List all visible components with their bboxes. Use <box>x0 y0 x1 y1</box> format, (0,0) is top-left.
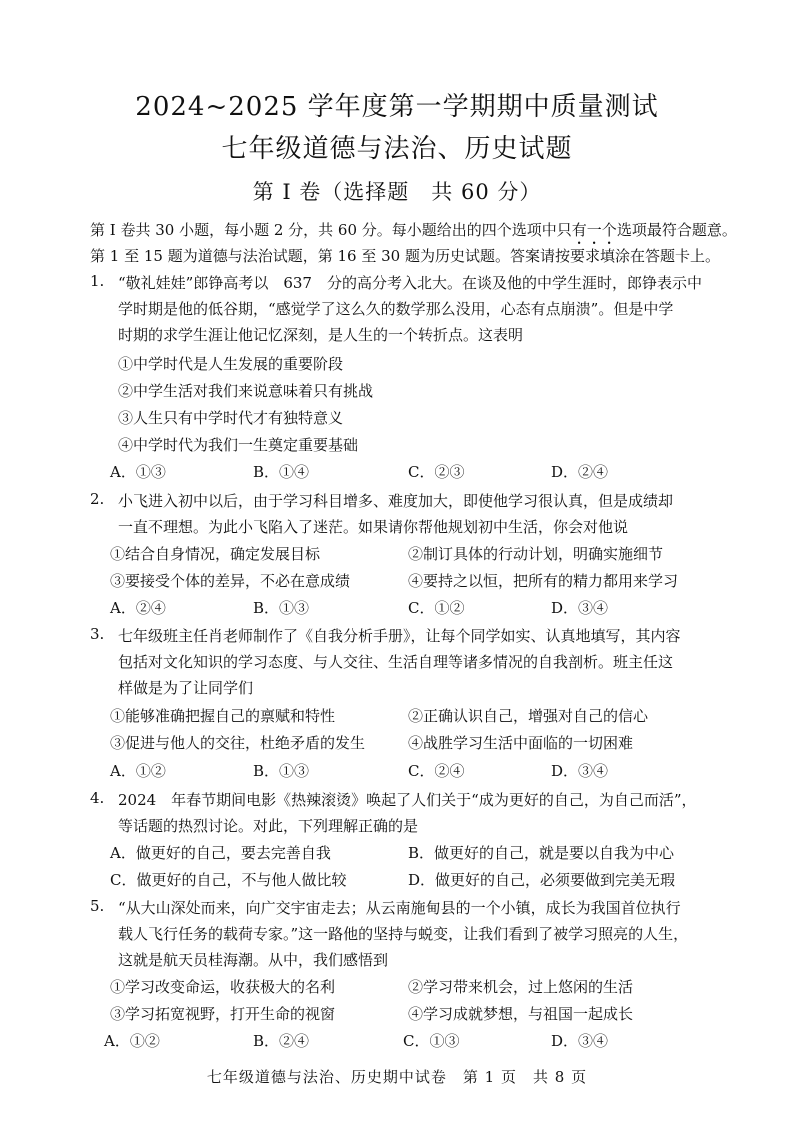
question-text: 样做是为了让同学们 <box>118 679 254 697</box>
option-c: C．①② <box>408 599 465 617</box>
question-text: 载人飞行任务的载荷专家。”这一路他的坚持与蜕变，让我们看到了被学习照亮的人生， <box>118 925 689 943</box>
statement: ③要接受个体的差异，不必在意成绩 <box>110 572 351 590</box>
question-text: 学时期是他的低谷期，“感觉学了这么久的数学那么没用，心态有点崩溃”。但是中学 <box>118 300 674 318</box>
emphasized-text: 有一个 <box>571 221 617 239</box>
statement: ④中学时代为我们一生奠定重要基础 <box>118 436 359 454</box>
statement: ②中学生活对我们来说意味着只有挑战 <box>118 382 374 400</box>
statement: ①中学时代是人生发展的重要阶段 <box>118 355 344 373</box>
statement: ①学习改变命运，收获极大的名利 <box>110 978 336 996</box>
statement: ①能够准确把握自己的禀赋和特性 <box>110 707 336 725</box>
option-a: A．①③ <box>110 463 166 481</box>
option-c: C．做更好的自己，不与他人做比较 <box>110 871 347 889</box>
option-d: D．③④ <box>551 599 609 617</box>
option-b: B．①③ <box>253 599 310 617</box>
question-text: 2024 年春节期间电影《热辣滚烫》唤起了人们关于“成为更好的自己，为自己而活”， <box>118 791 697 809</box>
option-a: A．①② <box>110 762 166 780</box>
option-a: A．做更好的自己，要去完善自我 <box>110 844 331 862</box>
option-b: B．①④ <box>253 463 310 481</box>
statement: ③学习拓宽视野，打开生命的视窗 <box>110 1005 336 1023</box>
section-title: 第 I 卷（选择题 共 60 分） <box>252 180 542 204</box>
question-text: 包括对文化知识的学习态度、与人交往、生活自理等诸多情况的自我剖析。班主任这 <box>118 653 674 671</box>
statement: ②制订具体的行动计划，明确实施细节 <box>408 545 664 563</box>
question-text: 时期的求学生涯让他记忆深刻，是人生的一个转折点。这表明 <box>118 326 524 344</box>
question-text: 七年级班主任肖老师制作了《自我分析手册》，让每个同学如实、认真地填写，其内容 <box>118 627 681 645</box>
question-text: 这就是航天员桂海潮。从中，我们感悟到 <box>118 951 389 969</box>
statement: ④要持之以恒，把所有的精力都用来学习 <box>408 572 679 590</box>
option-d: D．②④ <box>551 463 609 481</box>
question-number: 1. <box>90 272 105 290</box>
question-text: “敬礼娃娃”郎铮高考以 637 分的高分考入北大。在谈及他的中学生涯时，郎铮表示中 <box>118 274 702 292</box>
question-text: 小飞进入初中以后，由于学习科目增多、难度加大，即使他学习很认真，但是成绩却 <box>118 492 674 510</box>
question-text: 等话题的热烈讨论。对此，下列理解正确的是 <box>118 817 419 835</box>
question-number: 4. <box>90 789 105 807</box>
option-a: A．①② <box>104 1032 160 1050</box>
statement: ②学习带来机会，过上悠闲的生活 <box>408 978 634 996</box>
statement: ④学习成就梦想，与祖国一起成长 <box>408 1005 634 1023</box>
question-number: 5. <box>90 897 105 915</box>
option-a: A．②④ <box>110 599 166 617</box>
option-d: D．做更好的自己，必须要做到完美无瑕 <box>408 871 676 889</box>
option-b: B．①③ <box>253 762 310 780</box>
option-d: D．③④ <box>551 1032 609 1050</box>
instruction-line-2: 第 1 至 15 题为道德与法治试题，第 16 至 30 题为历史试题。答案请按要求填涂在答题卡上。 <box>90 247 720 265</box>
statement: ②正确认识自己，增强对自己的信心 <box>408 707 649 725</box>
option-d: D．③④ <box>551 762 609 780</box>
exam-title: 2024~2025 学年度第一学期期中质量测试 <box>135 92 659 122</box>
question-number: 2. <box>90 490 105 508</box>
option-c: C．①③ <box>403 1032 460 1050</box>
page-footer: 七年级道德与法治、历史期中试卷 第 1 页 共 8 页 <box>206 1068 588 1086</box>
option-c: C．②③ <box>408 463 465 481</box>
option-c: C．②④ <box>408 762 465 780</box>
option-b: B．做更好的自己，就是要以自我为中心 <box>408 844 675 862</box>
exam-subtitle: 七年级道德与法治、历史试题 <box>221 134 573 164</box>
question-number: 3. <box>90 625 105 643</box>
statement: ③人生只有中学时代才有独特意义 <box>118 409 344 427</box>
statement: ④战胜学习生活中面临的一切困难 <box>408 734 634 752</box>
question-text: “从大山深处而来，向广交宇宙走去；从云南施甸县的一个小镇，成长为我国首位执行 <box>118 899 681 917</box>
instruction-line-1: 第 I 卷共 30 小题，每小题 2 分，共 60 分。每小题给出的四个选项中只有一个选项最符合题意。 <box>90 221 737 239</box>
question-text: 一直不理想。为此小飞陷入了迷茫。如果请你帮他规划初中生活，你会对他说 <box>118 518 629 536</box>
option-b: B．②④ <box>253 1032 310 1050</box>
statement: ③促进与他人的交往，杜绝矛盾的发生 <box>110 734 366 752</box>
statement: ①结合自身情况，确定发展目标 <box>110 545 321 563</box>
